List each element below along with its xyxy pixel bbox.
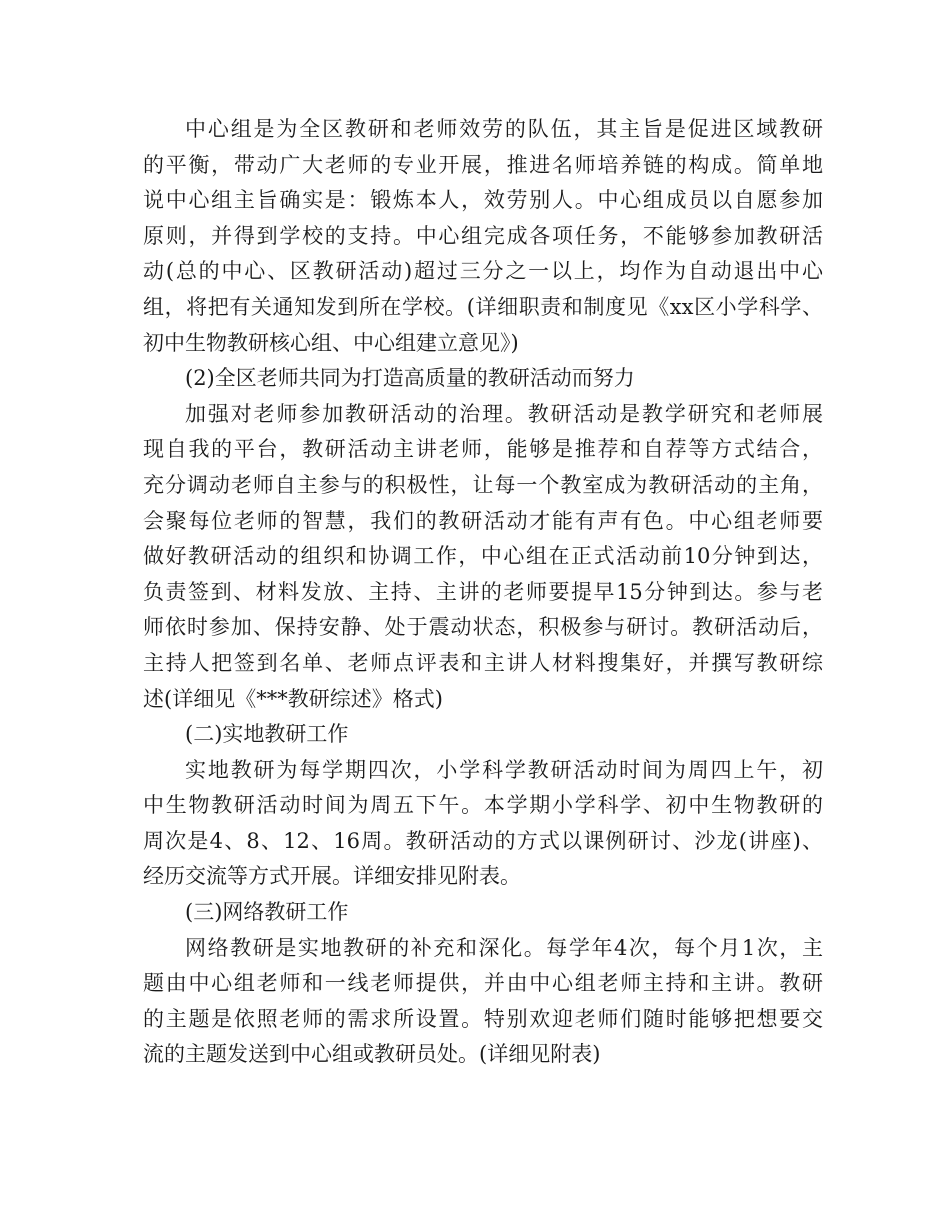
text-line: 初中生物教研核心组、中心组建立意见》)	[143, 330, 519, 355]
text-line: 的主题是依照老师的需求所设置。特别欢迎老师们随时能够把想要交	[143, 1006, 823, 1031]
text-line: 经历交流等方式开展。详细安排见附表。	[143, 864, 521, 889]
text-line: 师依时参加、保持安静、处于震动状态，积极参与研讨。教研活动后，	[143, 615, 823, 640]
text-line: 周次是4、8、12、16周。教研活动的方式以课例研讨、沙龙(讲座)、	[143, 828, 823, 853]
text-line: 的平衡，带动广大老师的专业开展，推进名师培养链的构成。简单地	[143, 152, 823, 177]
text-line: 做好教研活动的组织和协调工作，中心组在正式活动前10分钟到达，	[143, 544, 823, 569]
text-line: (三)网络教研工作	[185, 900, 349, 925]
text-line: 现自我的平台，教研活动主讲老师，能够是推荐和自荐等方式结合，	[143, 437, 823, 462]
text-line: 负责签到、材料发放、主持、主讲的老师要提早15分钟到达。参与老	[143, 579, 823, 604]
text-line: (2)全区老师共同为打造高质量的教研活动而努力	[185, 366, 635, 391]
text-line: (二)实地教研工作	[185, 722, 349, 747]
text-line: 述(详细见《***教研综述》格式)	[143, 686, 443, 711]
text-line: 原则，并得到学校的支持。中心组完成各项任务，不能够参加教研活	[143, 223, 823, 248]
text-line: 题由中心组老师和一线老师提供，并由中心组老师主持和主讲。教研	[143, 971, 823, 996]
text-line: 中生物教研活动时间为周五下午。本学期小学科学、初中生物教研的	[143, 793, 823, 818]
text-line: 加强对老师参加教研活动的治理。教研活动是教学研究和老师展	[185, 401, 823, 426]
text-line: 说中心组主旨确实是：锻炼本人，效劳别人。中心组成员以自愿参加	[143, 188, 823, 213]
document-body	[143, 112, 823, 1073]
text-line: 网络教研是实地教研的补充和深化。每学年4次，每个月1次，主	[185, 935, 823, 960]
text-line: 动(总的中心、区教研活动)超过三分之一以上，均作为自动退出中心	[143, 259, 823, 284]
text-line: 组，将把有关通知发到所在学校。(详细职责和制度见《xx区小学科学、	[143, 294, 823, 319]
text-line: 充分调动老师自主参与的积极性，让每一个教室成为教研活动的主角，	[143, 472, 823, 497]
text-line: 中心组是为全区教研和老师效劳的队伍，其主旨是促进区域教研	[185, 117, 823, 141]
text-line: 实地教研为每学期四次，小学科学教研活动时间为周四上午，初	[185, 757, 823, 782]
text-line: 主持人把签到名单、老师点评表和主讲人材料搜集好，并撰写教研综	[143, 650, 823, 675]
text-line: 流的主题发送到中心组或教研员处。(详细见附表)	[143, 1042, 601, 1067]
text-line: 会聚每位老师的智慧，我们的教研活动才能有声有色。中心组老师要	[143, 508, 823, 533]
